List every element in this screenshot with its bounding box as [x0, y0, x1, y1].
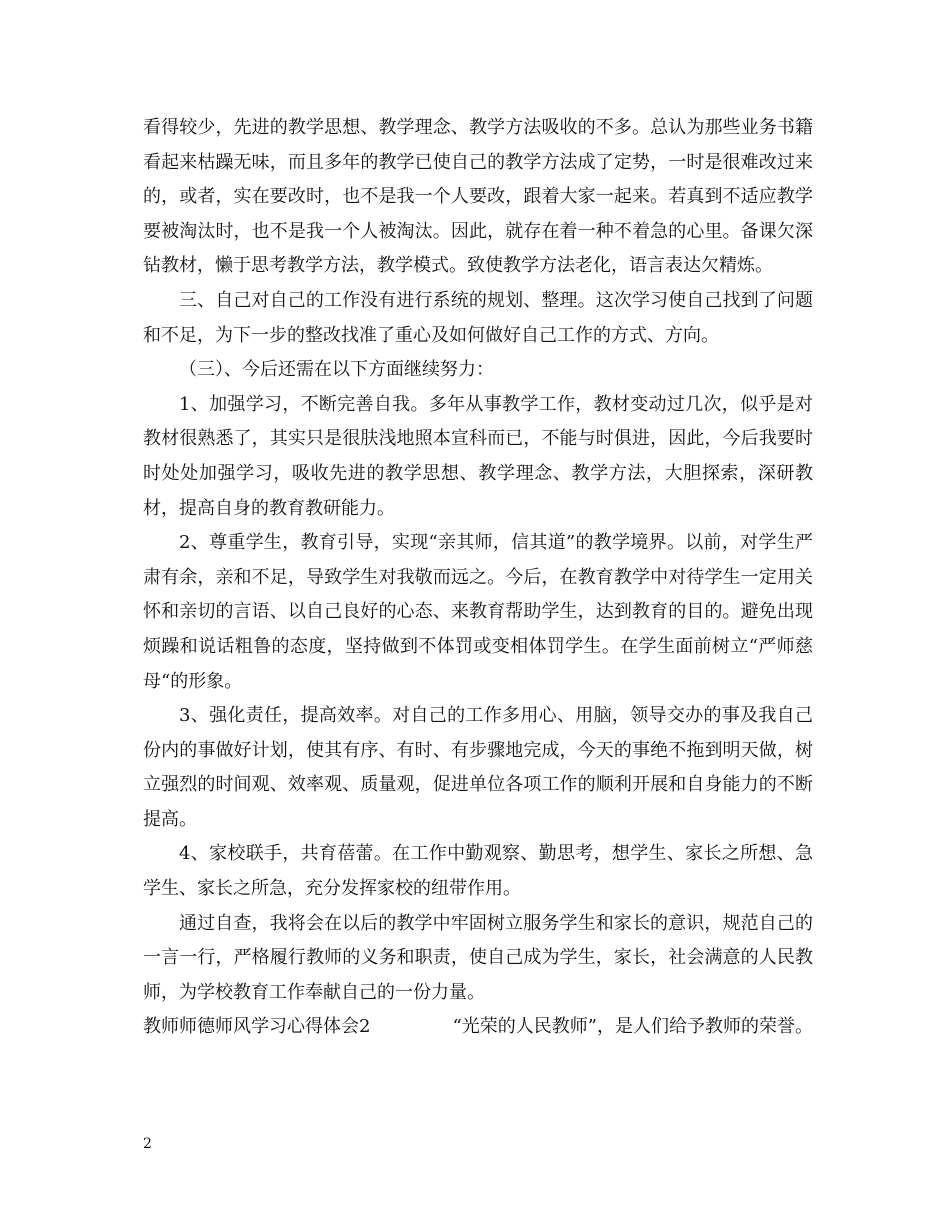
paragraph-continuation: 看得较少，先进的教学思想、教学理念、教学方法吸收的不多。总认为那些业务书籍看起来枯躁无味，而且多年的教学已使自己的教学方法成了定势，一时是很难改过来的，或者，实在要改时，也不是我一个人要改，跟着大家一起来。若真到不适应教学要被淘汰时，也不是我一个人被淘汰。因此，就存在着一种不着急的心里。备课欠深钻教材，懒于思考教学方法，教学模式。致使教学方法老化，语言表达欠精炼。: [143, 117, 813, 277]
next-article-heading: 教师师德师风学习心得体会2: [143, 1016, 371, 1038]
paragraph-item-1: 1、加强学习，不断完善自我。多年从事教学工作，教材变动过几次，似乎是对教材很熟悉了，其实只是很肤浅地照本宣科而已，不能与时俱进，因此，今后我要时时处处加强学习，吸收先进的教学思想、教学理念、教学方法，大胆探索，深研教材，提高自身的教育教研能力。: [143, 393, 813, 519]
paragraph-item-3: 3、强化责任，提高效率。对自己的工作多用心、用脑，领导交办的事及我自己份内的事做好计划，使其有序、有时、有步骤地完成，今天的事绝不拖到明天做，树立强烈的时间观、效率观、质量观，促进单位各项工作的顺利开展和自身能力的不断提高。: [143, 705, 813, 830]
next-article-opening: “光荣的人民教师”，是人们给予教师的荣誉。: [452, 1016, 813, 1038]
paragraph-item-4: 4、家校联手，共育蓓蕾。在工作中勤观察、勤思考，想学生、家长之所想、急学生、家长之所急，充分发挥家校的纽带作用。: [143, 843, 813, 900]
paragraph-conclusion: 通过自查，我将会在以后的教学中牢固树立服务学生和家长的意识，规范自己的一言一行，严格履行教师的义务和职责，使自己成为学生，家长，社会满意的人民教师，为学校教育工作奉献自己的一份力量。: [143, 912, 813, 1003]
document-body: [143, 111, 813, 1045]
page-number: 2: [143, 1136, 152, 1152]
paragraph-point-three: 三、自己对自己的工作没有进行系统的规划、整理。这次学习使自己找到了问题和不足，为下一步的整改找准了重心及如何做好自己工作的方式、方向。: [143, 289, 813, 346]
section-heading-future-efforts: （三）、今后还需在以下方面继续努力：: [179, 359, 494, 381]
paragraph-item-2: 2、尊重学生，教育引导，实现“亲其师，信其道”的教学境界。以前，对学生严肃有余，亲和不足，导致学生对我敬而远之。今后，在教育教学中对待学生一定用关怀和亲切的言语、以自己良好的心态、来教育帮助学生，达到教育的目的。避免出现烦躁和说话粗鲁的态度，坚持做到不体罚或变相体罚学生。在学生面前树立“严师慈母“的形象。: [143, 532, 813, 692]
closing-line: [143, 1010, 813, 1045]
